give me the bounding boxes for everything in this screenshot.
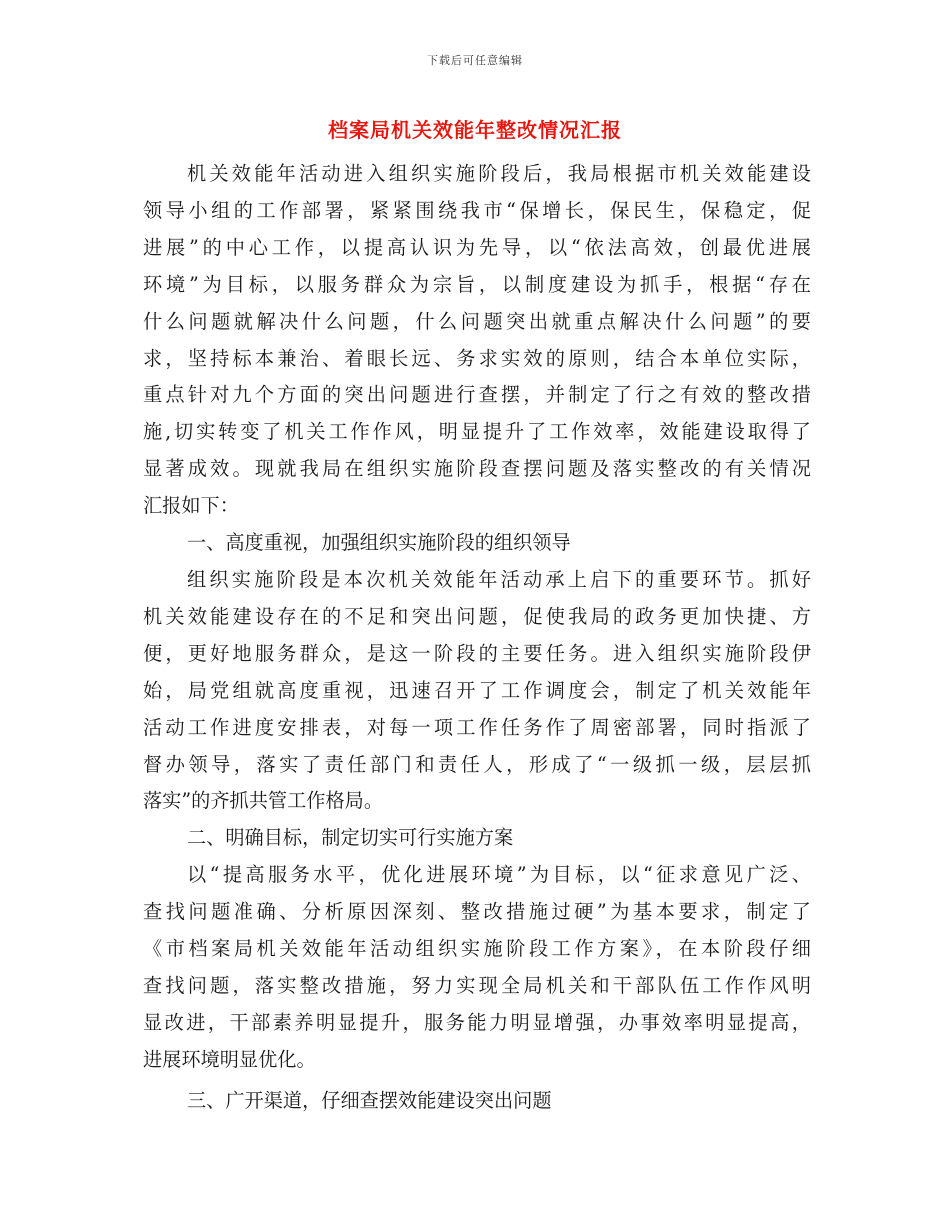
text-line: 始，局党组就高度重视，迅速召开了工作调度会，制定了机关效能年 [143, 678, 811, 702]
text-line: 显改进，干部素养明显提升，服务能力明显增强，办事效率明显提高， [143, 1010, 811, 1034]
text-line: 环境”为目标，以服务群众为宗旨，以制度建设为抓手，根据“存在 [143, 272, 811, 296]
page-header-note: 下载后可任意编辑 [427, 54, 523, 67]
text-line: 组织实施阶段是本次机关效能年活动承上启下的重要环节。抓好 [187, 567, 811, 591]
text-line: 落实”的齐抓共管工作格局。 [143, 789, 384, 813]
text-line: 汇报如下： [143, 494, 239, 518]
text-line: 求，坚持标本兼治、着眼长远、务求实效的原则，结合本单位实际， [143, 346, 811, 370]
text-line: 机关效能年活动进入组织实施阶段后，我局根据市机关效能建设 [187, 162, 811, 185]
text-line: 什么问题就解决什么问题，什么问题突出就重点解决什么问题”的要 [143, 309, 811, 333]
document-title: 档案局机关效能年整改情况汇报 [328, 118, 622, 142]
text-line: 机关效能建设存在的不足和突出问题，促使我局的政务更加快捷、方 [143, 604, 811, 628]
paragraph-intro [143, 156, 811, 525]
text-line: 重点针对九个方面的突出问题进行查摆，并制定了行之有效的整改措 [143, 383, 811, 407]
paragraph-section-1 [143, 562, 811, 820]
paragraph-section-2 [143, 857, 811, 1078]
text-line: 以“提高服务水平，优化进展环境”为目标，以“征求意见广泛、 [187, 863, 811, 887]
text-line: 显著成效。现就我局在组织实施阶段查摆问题及落实整改的有关情况 [143, 457, 811, 481]
text-line: 查找问题，落实整改措施，努力实现全局机关和干部队伍工作作风明 [143, 973, 811, 997]
text-line: 《市档案局机关效能年活动组织实施阶段工作方案》，在本阶段仔细 [143, 937, 811, 961]
section-heading-2: 二、明确目标，制定切实可行实施方案 [187, 826, 514, 850]
text-line: 查找问题准确、分析原因深刻、整改措施过硬”为基本要求，制定了 [143, 900, 811, 924]
text-line: 进展”的中心工作，以提高认识为先导，以“依法高效，创最优进展 [143, 235, 811, 259]
text-line: 进展环境明显优化。 [143, 1047, 316, 1071]
text-line: 便，更好地服务群众，是这一阶段的主要任务。进入组织实施阶段伊 [143, 641, 811, 665]
document-body [143, 156, 811, 1120]
section-heading-3: 三、广开渠道，仔细查摆效能建设突出问题 [187, 1088, 552, 1112]
section-heading-1: 一、高度重视，加强组织实施阶段的组织领导 [187, 531, 571, 555]
text-line: 领导小组的工作部署，紧紧围绕我市“保增长，保民生，保稳定，促 [143, 198, 811, 222]
text-line: 督办领导，落实了责任部门和责任人，形成了“一级抓一级，层层抓 [143, 752, 811, 776]
text-line: 施,切实转变了机关工作作风，明显提升了工作效率，效能建设取得了 [143, 420, 811, 444]
text-line: 活动工作进度安排表，对每一项工作任务作了周密部署，同时指派了 [143, 715, 811, 739]
